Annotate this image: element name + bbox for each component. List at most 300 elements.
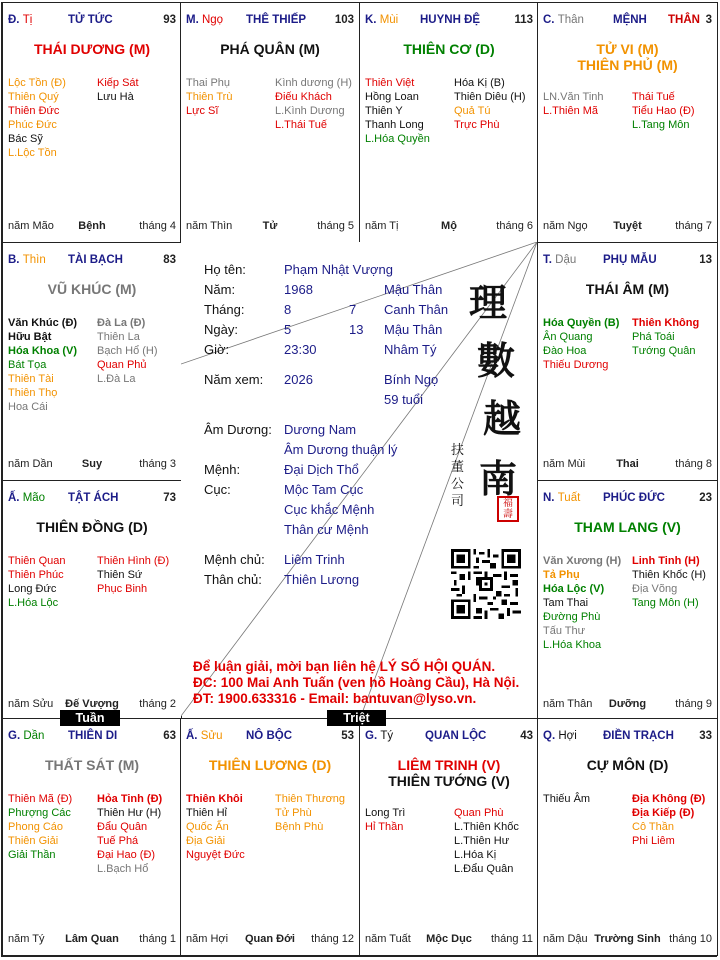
menh-chu-value: Liêm Trinh xyxy=(284,552,345,567)
palace-header xyxy=(8,14,176,28)
minor-star: Linh Tinh (H) xyxy=(632,555,700,567)
palace-year: năm Mùi xyxy=(543,458,586,470)
palace-life-stage: Bệnh xyxy=(78,220,106,232)
than-chu-label: Thân chủ: xyxy=(204,572,262,587)
minor-star: Phi Liêm xyxy=(632,835,675,847)
minor-stars-right xyxy=(97,316,158,386)
palace-year: năm Tuất xyxy=(365,933,411,945)
palace-year: năm Sửu xyxy=(8,698,54,710)
minor-star: Hóa Quyền (B) xyxy=(543,317,620,329)
main-stars xyxy=(3,281,181,297)
palace-ngo[interactable] xyxy=(180,2,360,243)
minor-stars-left xyxy=(186,792,245,862)
minor-star: Kiếp Sát xyxy=(97,77,139,89)
minor-stars-right xyxy=(632,554,706,610)
palace-branch: Thìn xyxy=(22,254,46,266)
minor-stars-left xyxy=(8,554,65,610)
minor-stars-left xyxy=(8,76,66,160)
minor-star: Quan Phủ xyxy=(97,359,147,371)
minor-star: Long Trì xyxy=(365,807,406,819)
palace-year: năm Thìn xyxy=(186,220,233,232)
palace-thin[interactable] xyxy=(2,242,182,481)
palace-position xyxy=(365,730,393,742)
minor-star: Quan Phù xyxy=(454,807,504,819)
palace-header xyxy=(8,730,176,744)
palace-age-number: 103 xyxy=(334,14,354,26)
day-label: Ngày: xyxy=(204,322,238,337)
month-lunar: 7 xyxy=(349,302,357,317)
main-star: LIÊM TRINH (V) xyxy=(397,757,501,773)
minor-stars-left xyxy=(543,792,590,806)
main-star: THIÊN ĐỒNG (D) xyxy=(36,519,148,535)
minor-star: Hồng Loan xyxy=(365,91,419,103)
palace-month: tháng 10 xyxy=(669,933,712,945)
palace-life-stage: Dưỡng xyxy=(608,698,647,710)
minor-stars-left xyxy=(365,76,430,146)
minor-stars-right xyxy=(632,792,705,848)
main-star: THIÊN TƯỚNG (V) xyxy=(388,773,510,789)
main-star: PHÁ QUÂN (M) xyxy=(220,41,320,57)
minor-star: Thiên Hư (H) xyxy=(97,807,162,819)
palace-name: MỆNH xyxy=(613,14,647,26)
palace-month: tháng 8 xyxy=(675,458,712,470)
palace-life-stage: Tử xyxy=(262,220,278,232)
callig-char-2: 數 xyxy=(477,338,516,383)
minor-star: Địa Không (Đ) xyxy=(632,793,706,805)
minor-star: Điếu Khách xyxy=(275,91,332,103)
callig-side: 扶 董 公 司 xyxy=(451,443,465,509)
minor-stars-right xyxy=(97,76,139,104)
palace-branch: Mão xyxy=(22,492,46,504)
palace-month: tháng 1 xyxy=(139,933,176,945)
palace-position xyxy=(8,492,45,504)
minor-stars-right xyxy=(97,554,169,596)
palace-branch: Dần xyxy=(23,730,45,742)
palace-year: năm Hợi xyxy=(186,933,229,945)
palace-year: năm Mão xyxy=(8,220,54,232)
minor-star: Trực Phù xyxy=(454,119,500,131)
palace-life-stage: Quan Đới xyxy=(245,933,295,945)
minor-star: Địa Kiếp (Đ) xyxy=(632,807,695,819)
main-stars xyxy=(360,757,538,789)
view-year-can-chi: Bính Ngọ xyxy=(384,372,439,387)
minor-star: Thiên Quý xyxy=(8,91,59,103)
minor-star: Thái Tuế xyxy=(632,91,675,103)
minor-star: L.Đà La xyxy=(97,373,136,385)
day-can-chi: Mậu Thân xyxy=(384,322,443,337)
palace-life-stage: Thai xyxy=(616,458,639,470)
minor-stars-right xyxy=(454,806,519,876)
palace-header xyxy=(8,254,176,268)
center-info-panel xyxy=(181,242,537,716)
minor-star: Đà La (Đ) xyxy=(97,317,146,329)
minor-star: L.Kình Dương xyxy=(275,105,345,117)
palace-stem-prefix: Ấ. xyxy=(8,492,20,504)
callig-char-4: 南 xyxy=(479,456,518,501)
palace-branch: Hợi xyxy=(558,730,577,742)
palace-footer xyxy=(543,698,712,712)
minor-star: Tấu Thư xyxy=(543,625,586,637)
minor-star: Thiên Trù xyxy=(186,91,233,103)
amduong-label: Âm Dương: xyxy=(204,422,272,437)
palace-year: năm Dậu xyxy=(543,933,588,945)
minor-star: Thiên La xyxy=(97,331,140,343)
tuan-marker: Tuần xyxy=(60,710,120,726)
minor-star: Đường Phù xyxy=(543,611,601,623)
palace-header xyxy=(8,492,176,506)
amduong-note: Âm Dương thuận lý xyxy=(284,442,398,457)
palace-name: NÔ BỘC xyxy=(246,730,292,742)
minor-star: Lưu Hà xyxy=(97,91,134,103)
menh-chu-label: Mệnh chủ: xyxy=(204,552,265,567)
palace-header xyxy=(186,730,354,744)
palace-footer xyxy=(365,933,533,947)
palace-age-number: 63 xyxy=(163,730,176,742)
minor-star: Văn Khúc (Đ) xyxy=(8,317,78,329)
main-star: THIÊN LƯƠNG (D) xyxy=(208,757,332,773)
palace-branch: Tị xyxy=(22,14,33,26)
minor-star: Đẩu Quân xyxy=(97,821,148,833)
palace-header xyxy=(543,14,712,28)
palace-name: HUYNH ĐỆ xyxy=(420,14,481,26)
minor-star: Thiên Khốc (H) xyxy=(632,569,706,581)
qr-code-image xyxy=(451,549,521,619)
minor-star: Quốc Ấn xyxy=(186,821,229,833)
view-year: 2026 xyxy=(284,372,313,387)
minor-star: Thiên Thương xyxy=(275,793,346,805)
year-can-chi: Mậu Thân xyxy=(384,282,443,297)
minor-star: Hỏa Tinh (Đ) xyxy=(97,793,163,805)
palace-branch: Sửu xyxy=(200,730,223,742)
main-stars xyxy=(181,757,359,773)
palace-stem-prefix: G. xyxy=(365,730,378,742)
palace-position xyxy=(543,730,577,742)
main-star: THÁI ÂM (M) xyxy=(585,281,670,297)
palace-name: PHỤ MẪU xyxy=(603,254,657,266)
palace-life-stage: Mộ xyxy=(441,220,457,232)
than-chu-value: Thiên Lương xyxy=(284,572,360,587)
palace-suu[interactable] xyxy=(180,718,360,956)
palace-stem-prefix: Đ. xyxy=(8,14,20,26)
palace-age-number: 33 xyxy=(699,730,712,742)
minor-star: Cô Thần xyxy=(632,821,674,833)
palace-stem-prefix: K. xyxy=(365,14,377,26)
palace-month: tháng 7 xyxy=(675,220,712,232)
palace-month: tháng 6 xyxy=(496,220,533,232)
minor-star: L.Thái Tuế xyxy=(275,119,327,131)
palace-dan[interactable] xyxy=(2,718,182,956)
palace-year: năm Tý xyxy=(8,933,45,945)
minor-star: Hỉ Thần xyxy=(365,821,404,833)
hour-label: Giờ: xyxy=(204,342,230,357)
palace-footer xyxy=(8,933,176,947)
main-stars xyxy=(360,41,538,57)
minor-stars-left xyxy=(8,792,72,862)
minor-star: Thiên Hỉ xyxy=(186,807,227,819)
minor-star: Phục Binh xyxy=(97,583,148,595)
palace-age-number: 83 xyxy=(163,254,176,266)
palace-ti[interactable] xyxy=(2,2,182,243)
minor-stars-right xyxy=(632,90,695,132)
palace-month: tháng 12 xyxy=(311,933,354,945)
palace-age-number: 73 xyxy=(163,492,176,504)
minor-stars-left xyxy=(543,90,604,118)
cuc-label: Cục: xyxy=(204,482,231,497)
palace-footer xyxy=(543,933,712,947)
minor-star: L.Thiên Mã xyxy=(543,105,599,117)
palace-header xyxy=(365,14,533,28)
palace-name: PHÚC ĐỨC xyxy=(603,492,665,504)
palace-stem-prefix: B. xyxy=(8,254,20,266)
palace-position xyxy=(8,730,44,742)
minor-star: Hữu Bật xyxy=(8,331,52,343)
birth-hour: 23:30 xyxy=(284,342,317,357)
palace-header xyxy=(543,730,712,744)
palace-branch: Tý xyxy=(380,730,394,742)
palace-life-stage: Trường Sinh xyxy=(594,933,661,945)
palace-stem-prefix: G. xyxy=(8,730,21,742)
palace-ty[interactable] xyxy=(359,718,539,956)
minor-stars-right xyxy=(97,792,162,876)
minor-star: L.Thiên Khốc xyxy=(454,821,519,833)
minor-stars-right xyxy=(275,76,352,132)
minor-star: L.Thiên Hư xyxy=(454,835,510,847)
minor-star: Văn Xương (H) xyxy=(543,555,622,567)
minor-star: Long Đức xyxy=(8,583,57,595)
minor-stars-left xyxy=(365,806,405,834)
minor-star: Nguyệt Đức xyxy=(186,849,245,861)
palace-name: QUAN LỘC xyxy=(425,730,487,742)
minor-star: L.Hóa Kị xyxy=(454,849,497,861)
year-label: Năm: xyxy=(204,282,236,297)
main-stars xyxy=(3,41,181,57)
palace-position xyxy=(186,14,223,26)
minor-star: Kình dương (H) xyxy=(275,77,352,89)
contact-phone-email: ĐT: 1900.633316 - Email: bantuvan@lyso.vn. xyxy=(193,691,477,706)
palace-year: năm Dần xyxy=(8,458,53,470)
minor-star: Tuế Phá xyxy=(97,835,139,847)
palace-branch: Dậu xyxy=(555,254,577,266)
minor-star: Tam Thai xyxy=(543,597,589,609)
red-seal-stamp: 福 壽 xyxy=(497,496,519,522)
minor-star: Ân Quang xyxy=(543,331,593,343)
palace-age-number: 113 xyxy=(514,14,533,26)
minor-star: Lực Sĩ xyxy=(186,105,219,117)
main-stars xyxy=(3,757,181,773)
name-label: Họ tên: xyxy=(204,262,246,277)
minor-stars-left xyxy=(8,316,77,414)
minor-stars-left xyxy=(543,316,619,372)
palace-stem-prefix: Ấ. xyxy=(186,730,198,742)
menh-value: Đại Dịch Thổ xyxy=(284,462,359,477)
minor-star: Thiếu Dương xyxy=(543,359,609,371)
palace-age-number: 23 xyxy=(699,492,712,504)
palace-life-stage: Tuyệt xyxy=(613,220,642,232)
hour-can-chi: Nhâm Tý xyxy=(384,342,437,357)
palace-age-number: 53 xyxy=(341,730,354,742)
minor-stars-right xyxy=(454,76,526,132)
palace-month: tháng 9 xyxy=(675,698,712,710)
main-stars xyxy=(3,519,181,535)
triet-marker: Triệt xyxy=(327,710,386,726)
minor-star: Địa Võng xyxy=(632,583,678,595)
minor-star: Quả Tú xyxy=(454,105,491,117)
palace-than[interactable] xyxy=(537,2,718,243)
palace-name: TẬT ÁCH xyxy=(68,492,119,504)
palace-dau[interactable] xyxy=(537,242,718,481)
palace-footer xyxy=(186,933,354,947)
minor-star: Thiên Giải xyxy=(8,835,59,847)
birth-year: 1968 xyxy=(284,282,313,297)
minor-star: Bệnh Phù xyxy=(275,821,324,833)
minor-star: L.Hóa Khoa xyxy=(543,639,602,651)
palace-age-number: 43 xyxy=(520,730,533,742)
palace-stem-prefix: T. xyxy=(543,254,552,266)
minor-star: Phong Cáo xyxy=(8,821,64,833)
minor-star: Bát Tọa xyxy=(8,359,47,371)
minor-star: Thiên Diêu (H) xyxy=(454,91,526,103)
month-label: Tháng: xyxy=(204,302,245,317)
minor-star: Hoa Cái xyxy=(8,401,48,413)
than-marker: THÂN xyxy=(668,14,700,26)
minor-star: Tướng Quân xyxy=(632,345,696,357)
cuc-value: Mộc Tam Cục xyxy=(284,482,364,497)
palace-footer xyxy=(8,220,176,234)
palace-position xyxy=(543,14,584,26)
minor-star: Tang Môn (H) xyxy=(632,597,699,609)
main-stars xyxy=(538,757,717,773)
minor-star: Thiên Quan xyxy=(8,555,66,567)
menh-label: Mệnh: xyxy=(204,462,241,477)
minor-star: Bác Sỹ xyxy=(8,133,43,145)
palace-footer xyxy=(365,220,533,234)
palace-position xyxy=(543,492,580,504)
day-solar: 5 xyxy=(284,322,292,337)
main-star: THAM LANG (V) xyxy=(574,519,681,535)
palace-position xyxy=(8,14,32,26)
palace-position xyxy=(365,14,398,26)
palace-branch: Tuất xyxy=(557,492,581,504)
palace-footer xyxy=(8,458,176,472)
palace-position xyxy=(8,254,46,266)
palace-stem-prefix: Q. xyxy=(543,730,556,742)
palace-stem-prefix: M. xyxy=(186,14,199,26)
minor-star: Lộc Tồn (Đ) xyxy=(8,77,66,89)
minor-star: Thanh Long xyxy=(365,119,424,131)
month-can-chi: Canh Thân xyxy=(384,302,449,317)
minor-stars-right xyxy=(632,316,699,358)
minor-star: Thiên Y xyxy=(365,105,403,117)
minor-star: Tiểu Hao (Đ) xyxy=(632,105,695,117)
palace-position xyxy=(543,254,576,266)
contact-invite: Để luận giải, mời bạn liên hệ LÝ SỐ HỘI QUÁN. xyxy=(193,659,496,674)
minor-star: Thiên Hình (Đ) xyxy=(97,555,170,567)
minor-star: Giải Thần xyxy=(8,849,56,861)
minor-star: Địa Giải xyxy=(186,835,226,847)
palace-tuat[interactable] xyxy=(537,480,718,721)
minor-star: Thiên Tài xyxy=(8,373,54,385)
palace-stem-prefix: C. xyxy=(543,14,555,26)
minor-star: Phượng Các xyxy=(8,807,71,819)
main-star: THIÊN PHỦ (M) xyxy=(577,57,678,73)
minor-star: Thiên Việt xyxy=(365,77,415,89)
palace-year: năm Ngọ xyxy=(543,220,588,232)
contact-address: ĐC: 100 Mai Anh Tuấn (ven hồ Hoàng Cầu), Hà Nội. xyxy=(193,675,520,690)
palace-mui[interactable] xyxy=(359,2,539,243)
palace-footer xyxy=(543,458,712,472)
palace-mao[interactable] xyxy=(2,480,182,721)
palace-month: tháng 2 xyxy=(139,698,176,710)
amduong-value: Dương Nam xyxy=(284,422,357,437)
main-stars xyxy=(538,519,717,535)
minor-star: Thiên Mã (Đ) xyxy=(8,793,73,805)
palace-header xyxy=(543,492,712,506)
palace-year: năm Thân xyxy=(543,698,593,710)
age: 59 tuổi xyxy=(384,392,424,407)
minor-star: Thiên Sứ xyxy=(97,569,143,581)
minor-star: Bạch Hổ (H) xyxy=(97,345,158,357)
minor-star: Phúc Đức xyxy=(8,119,57,131)
minor-star: Thiên Thọ xyxy=(8,387,58,399)
main-stars xyxy=(538,281,717,297)
main-star: CỰ MÔN (D) xyxy=(586,757,669,773)
minor-star: Hóa Khoa (V) xyxy=(8,345,78,357)
minor-star: Tử Phù xyxy=(275,807,312,819)
minor-star: Đại Hao (Đ) xyxy=(97,849,156,861)
palace-branch: Ngọ xyxy=(201,14,224,26)
palace-month: tháng 3 xyxy=(139,458,176,470)
palace-month: tháng 4 xyxy=(139,220,176,232)
palace-branch: Mùi xyxy=(379,14,399,26)
palace-header xyxy=(186,14,354,28)
main-star: VŨ KHÚC (M) xyxy=(47,281,137,297)
palace-position xyxy=(186,730,222,742)
palace-branch: Thân xyxy=(557,14,584,26)
main-star: THIÊN CƠ (D) xyxy=(403,41,495,57)
main-star: THẤT SÁT (M) xyxy=(44,757,140,773)
minor-stars-left xyxy=(543,554,621,652)
main-star: TỬ VI (M) xyxy=(596,41,659,57)
minor-star: Thiếu Âm xyxy=(543,793,591,805)
minor-star: Thiên Không xyxy=(632,317,700,329)
minor-stars-right xyxy=(275,792,345,834)
minor-star: Đào Hoa xyxy=(543,345,587,357)
minor-star: LN.Văn Tinh xyxy=(543,91,604,103)
main-star: THÁI DƯƠNG (M) xyxy=(33,41,151,57)
callig-char-3: 越 xyxy=(483,396,522,441)
minor-star: Thiên Đức xyxy=(8,105,60,117)
minor-star: Thai Phụ xyxy=(186,77,231,89)
palace-life-stage: Lâm Quan xyxy=(65,933,119,945)
palace-age-number: 3 xyxy=(705,14,712,26)
palace-stem-prefix: N. xyxy=(543,492,555,504)
palace-hoi[interactable] xyxy=(537,718,718,956)
qr-code[interactable] xyxy=(451,549,521,619)
main-stars xyxy=(181,41,359,57)
palace-header xyxy=(543,254,712,268)
palace-footer xyxy=(186,220,354,234)
minor-stars-left xyxy=(186,76,232,118)
minor-star: L.Đẩu Quân xyxy=(454,863,514,875)
palace-age-number: 93 xyxy=(163,14,176,26)
palace-age-number: 13 xyxy=(699,254,712,266)
minor-star: L.Tang Môn xyxy=(632,119,690,131)
palace-name: THÊ THIẾP xyxy=(246,14,307,26)
month-solar: 8 xyxy=(284,302,292,317)
palace-life-stage: Suy xyxy=(81,458,103,470)
palace-year: năm Tị xyxy=(365,220,399,232)
minor-star: Thiên Phúc xyxy=(8,569,64,581)
